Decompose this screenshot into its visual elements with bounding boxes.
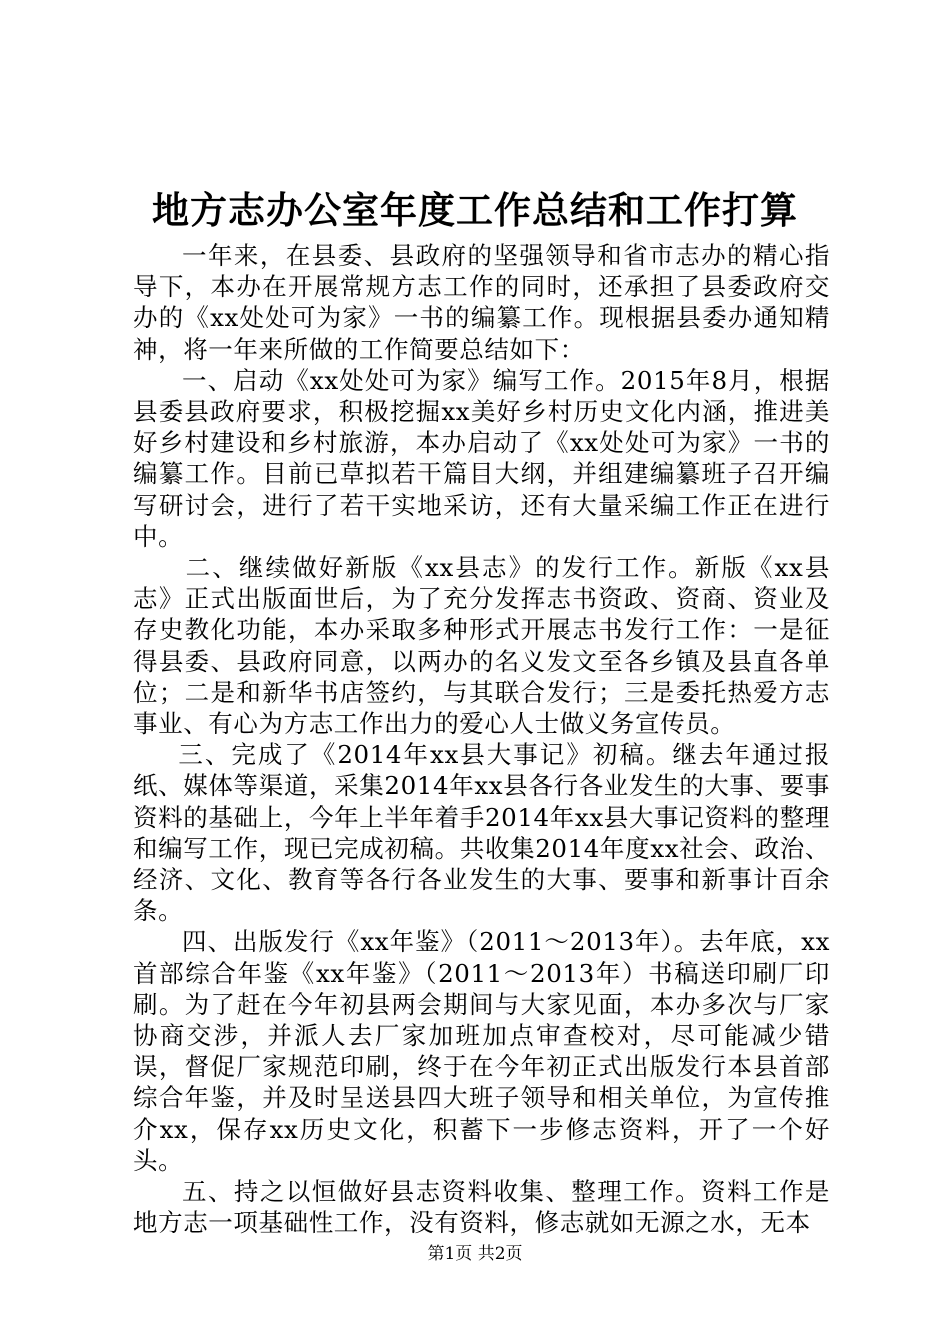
section-1-paragraph: 一、启动《xx处处可为家》编写工作。2015年8月，根据县委县政府要求，积极挖掘xx美好乡村历史文化内涵，推进美好乡村建设和乡村旅游，本办启动了《xx处处可为家》一书的编纂工作。目前已草拟若干篇目大纲，并组建编纂班子召开编写研讨会，进行了若干实地采访，还有大量采编工作正在进行中。 [133, 365, 830, 551]
document-title: 地方志办公室年度工作总结和工作打算 [152, 188, 798, 232]
section-4-paragraph: 四、出版发行《xx年鉴》（2011～2013年）。去年底，xx首部综合年鉴《xx年鉴》（2011～2013年）书稿送印刷厂印刷。为了赶在今年初县两会期间与大家见面，本办多次与厂家协商交涉，并派人去厂家加班加点审查校对，尽可能减少错误，督促厂家规范印刷，终于在今年初正式出版发行本县首部综合年鉴，并及时呈送县四大班子领导和相关单位，为宣传推介xx，保存xx历史文化，积蓄下一步修志资料，开了一个好头。 [133, 927, 830, 1175]
section-5-paragraph: 五、持之以恒做好县志资料收集、整理工作。资料工作是地方志一项基础性工作，没有资料，修志就如无源之水，无本 [133, 1177, 830, 1238]
intro-paragraph: 一年来，在县委、县政府的坚强领导和省市志办的精心指导下，本办在开展常规方志工作的同时，还承担了县委政府交办的《xx处处可为家》一书的编纂工作。现根据县委办通知精神，将一年来所做的工作简要总结如下： [133, 241, 830, 364]
page-number-footer: 第1页 共2页 [427, 1244, 523, 1264]
document-body [133, 240, 830, 1239]
section-3-paragraph: 三、完成了《2014年xx县大事记》初稿。继去年通过报纸、媒体等渠道，采集2014年xx县各行各业发生的大事、要事资料的基础上，今年上半年着手2014年xx县大事记资料的整理和编写工作，现已完成初稿。共收集2014年度xx社会、政治、经济、文化、教育等各行各业发生的大事、要事和新事计百余条。 [133, 740, 830, 926]
section-2-paragraph: 二、继续做好新版《xx县志》的发行工作。新版《xx县志》正式出版面世后，为了充分发挥志书资政、资商、资业及存史教化功能，本办采取多种形式开展志书发行工作：一是征得县委、县政府同意，以两办的名义发文至各乡镇及县直各单位；二是和新华书店签约，与其联合发行；三是委托热爱方志事业、有心为方志工作出力的爱心人士做义务宣传员。 [133, 553, 830, 739]
